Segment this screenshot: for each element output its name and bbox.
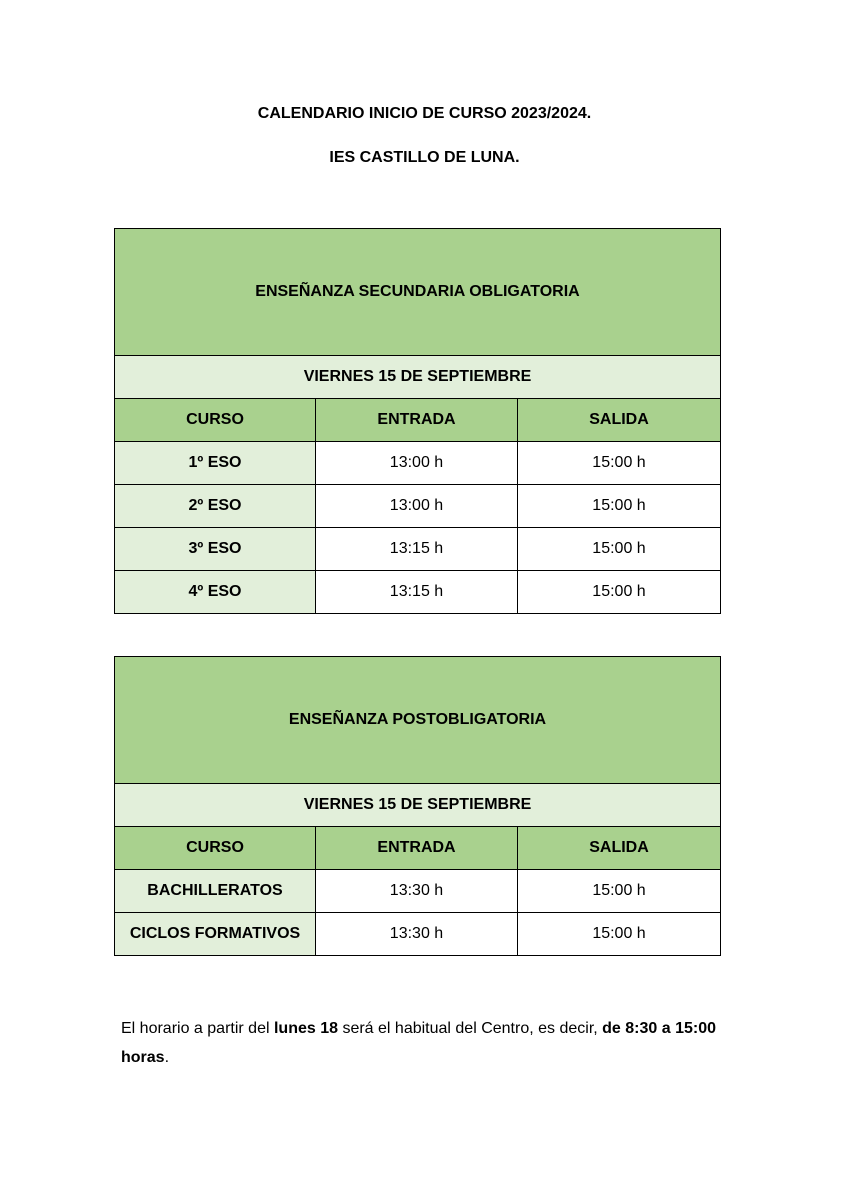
note-bold-hours: de 8:30 a 15:00 horas <box>121 1020 717 1066</box>
table-day: VIERNES 15 DE SEPTIEMBRE <box>115 784 721 827</box>
note-text: será el habitual del Centro, es decir, <box>338 1020 603 1037</box>
table-row <box>115 571 721 614</box>
postobligatoria-schedule-table <box>114 656 721 956</box>
entry-time-cell: 13:00 h <box>316 485 518 528</box>
column-header-salida: SALIDA <box>518 399 721 442</box>
table-row <box>115 913 721 956</box>
entry-time-cell: 13:15 h <box>316 571 518 614</box>
column-header-entrada: ENTRADA <box>316 827 518 870</box>
course-cell: 2º ESO <box>115 485 316 528</box>
course-cell: BACHILLERATOS <box>115 870 316 913</box>
column-header-entrada: ENTRADA <box>316 399 518 442</box>
exit-time-cell: 15:00 h <box>518 571 721 614</box>
entry-time-cell: 13:15 h <box>316 528 518 571</box>
column-header-salida: SALIDA <box>518 827 721 870</box>
school-name: IES CASTILLO DE LUNA. <box>329 149 520 166</box>
exit-time-cell: 15:00 h <box>518 442 721 485</box>
course-cell: 4º ESO <box>115 571 316 614</box>
table-day: VIERNES 15 DE SEPTIEMBRE <box>115 356 721 399</box>
course-cell: 1º ESO <box>115 442 316 485</box>
table-heading: ENSEÑANZA POSTOBLIGATORIA <box>115 657 721 784</box>
column-header-curso: CURSO <box>115 399 316 442</box>
exit-time-cell: 15:00 h <box>518 485 721 528</box>
course-cell: CICLOS FORMATIVOS <box>115 913 316 956</box>
entry-time-cell: 13:30 h <box>316 870 518 913</box>
note-text: . <box>164 1049 170 1066</box>
page-title: CALENDARIO INICIO DE CURSO 2023/2024. <box>257 105 592 122</box>
table-row <box>115 485 721 528</box>
column-header-row <box>115 399 721 442</box>
exit-time-cell: 15:00 h <box>518 870 721 913</box>
exit-time-cell: 15:00 h <box>518 913 721 956</box>
column-header-row <box>115 827 721 870</box>
exit-time-cell: 15:00 h <box>518 528 721 571</box>
note-bold-date: lunes 18 <box>273 1020 338 1037</box>
table-row <box>115 442 721 485</box>
schedule-note <box>121 1014 741 1072</box>
column-header-curso: CURSO <box>115 827 316 870</box>
note-text: El horario a partir del <box>121 1020 274 1037</box>
eso-schedule-table <box>114 228 721 614</box>
course-cell: 3º ESO <box>115 528 316 571</box>
entry-time-cell: 13:30 h <box>316 913 518 956</box>
table-row <box>115 870 721 913</box>
table-heading: ENSEÑANZA SECUNDARIA OBLIGATORIA <box>115 229 721 356</box>
entry-time-cell: 13:00 h <box>316 442 518 485</box>
table-row <box>115 528 721 571</box>
